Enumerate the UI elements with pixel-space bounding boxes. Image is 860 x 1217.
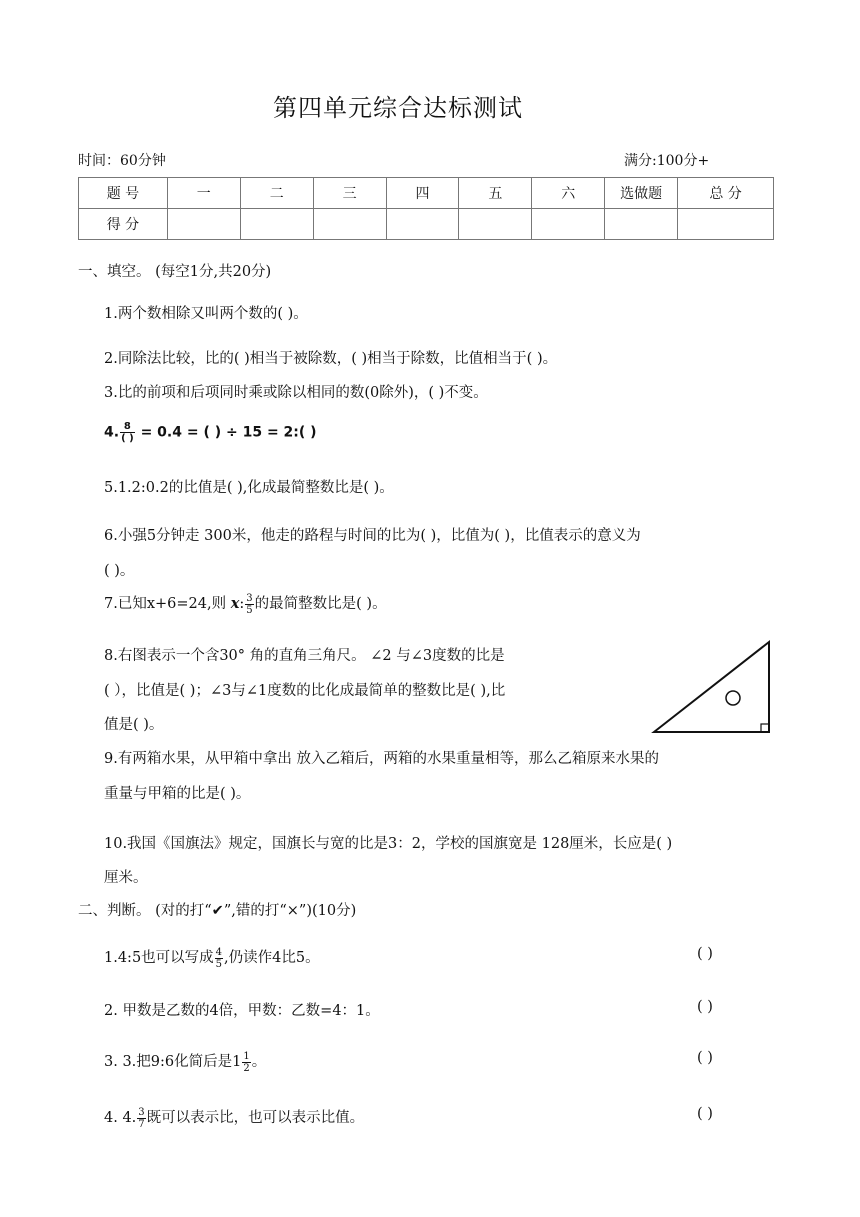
- colon: :: [239, 596, 245, 612]
- question-3: 3.比的前项和后项同时乘或除以相同的数(0除外)，( )不变。: [104, 385, 488, 401]
- fraction-numerator: 8: [120, 421, 135, 433]
- judgement-4: [104, 1106, 364, 1130]
- fraction-numerator: 1: [243, 1050, 250, 1062]
- header-cell: 选做题: [605, 178, 678, 209]
- judgement-3: [104, 1050, 266, 1074]
- fraction-denominator: 5: [215, 958, 223, 970]
- judgement-1-prefix: 1.4:5也可以写成: [104, 950, 214, 966]
- hole-circle: [726, 691, 740, 705]
- fraction-numerator: 4: [215, 946, 223, 958]
- score-cell[interactable]: [386, 209, 459, 240]
- question-6-line2: ( )。: [104, 563, 135, 579]
- fraction-numerator: 3: [246, 592, 253, 604]
- answer-box-2[interactable]: ( ): [697, 999, 713, 1015]
- section1-heading: 一、填空。 (每空1分,共20分): [78, 264, 272, 280]
- score-cell[interactable]: [167, 209, 240, 240]
- fraction: [215, 947, 223, 970]
- answer-box-3[interactable]: ( ): [697, 1050, 713, 1066]
- score-cell[interactable]: [459, 209, 532, 240]
- header-cell: 六: [532, 178, 605, 209]
- judgement-1-suffix: ,仍读作4比5。: [224, 950, 320, 966]
- header-cell: 一: [167, 178, 240, 209]
- fraction-denominator: 7: [138, 1118, 145, 1130]
- question-1: 1.两个数相除又叫两个数的( )。: [104, 306, 308, 322]
- section2-heading: 二、判断。 (对的打“✔”,错的打“×”)(10分): [78, 903, 357, 919]
- question-8-line1: 8.右图表示一个含30° 角的直角三角尺。 ∠2 与∠3度数的比是: [104, 648, 505, 664]
- answer-box-1[interactable]: ( ): [697, 946, 713, 962]
- score-cell[interactable]: [532, 209, 605, 240]
- judgement-2: 2. 甲数是乙数的4倍，甲数：乙数=4：1。: [104, 1003, 380, 1019]
- score-table: [78, 177, 774, 240]
- judgement-4-suffix: 既可以表示比，也可以表示比值。: [146, 1110, 365, 1126]
- fraction-denominator: 5: [246, 604, 253, 616]
- question-7-prefix: 7.已知x+6=24,则: [104, 596, 231, 612]
- header-cell: 二: [240, 178, 313, 209]
- question-4-rest: = 0.4 = ( ) ÷ 15 = 2:( ): [140, 424, 317, 441]
- answer-box-4[interactable]: ( ): [697, 1106, 713, 1122]
- header-cell: 题 号: [79, 178, 168, 209]
- fraction-numerator: 3: [138, 1106, 145, 1118]
- header-cell: 四: [386, 178, 459, 209]
- header-cell: 五: [459, 178, 532, 209]
- judgement-1: [104, 946, 320, 970]
- fraction: [137, 1107, 145, 1130]
- question-5: 5.1.2:0.2的比值是( ),化成最简整数比是( )。: [104, 480, 394, 496]
- full-score: 满分:100分+: [624, 153, 710, 169]
- question-7-suffix: 的最简整数比是( )。: [254, 596, 387, 612]
- fraction-denominator: ( ): [121, 433, 134, 444]
- question-9-line2: 重量与甲箱的比是( )。: [104, 786, 251, 802]
- question-2: 2.同除法比较，比的( )相当于被除数，( )相当于除数，比值相当于( )。: [104, 351, 558, 367]
- fraction: [242, 1051, 250, 1074]
- judgement-3-suffix: 。: [251, 1054, 267, 1070]
- score-table-header-row: [79, 178, 774, 209]
- question-10-line2: 厘米。: [104, 870, 148, 886]
- right-triangle-figure: [650, 636, 774, 738]
- header-cell: 三: [313, 178, 386, 209]
- right-angle-marker: [761, 724, 769, 732]
- header-cell: 总 分: [678, 178, 774, 209]
- question-4: [104, 421, 317, 444]
- question-9-line1: 9.有两箱水果，从甲箱中拿出 放入乙箱后，两箱的水果重量相等，那么乙箱原来水果的: [104, 751, 659, 767]
- score-cell[interactable]: [605, 209, 678, 240]
- question-4-prefix: 4.: [104, 424, 120, 441]
- question-6-line1: 6.小强5分钟走 300米，他走的路程与时间的比为( )，比值为( )，比值表示的意义为: [104, 528, 641, 544]
- triangle-outline: [654, 642, 769, 732]
- score-cell[interactable]: [313, 209, 386, 240]
- question-8-line2: ( ），比值是( )；∠3与∠1度数的比化成最简单的整数比是( ),比: [104, 683, 506, 699]
- row-label-cell: 得 分: [79, 209, 168, 240]
- fraction-denominator: 2: [243, 1062, 250, 1074]
- judgement-4-prefix: 4. 4.: [104, 1110, 137, 1126]
- page-title: 第四单元综合达标测试: [273, 94, 523, 122]
- question-10-line1: 10.我国《国旗法》规定，国旗长与宽的比是3：2，学校的国旗宽是 128厘米，长应是( ): [104, 836, 673, 852]
- fraction: [120, 421, 135, 444]
- score-table-score-row: [79, 209, 774, 240]
- time-limit: 时间：60分钟: [78, 153, 166, 169]
- question-8-line3: 值是( )。: [104, 717, 164, 733]
- variable-x: x: [230, 595, 240, 612]
- score-cell[interactable]: [240, 209, 313, 240]
- question-7: [104, 592, 387, 616]
- score-cell[interactable]: [678, 209, 774, 240]
- judgement-3-prefix: 3. 3.把9:6化简后是1: [104, 1054, 242, 1070]
- fraction: [245, 593, 253, 616]
